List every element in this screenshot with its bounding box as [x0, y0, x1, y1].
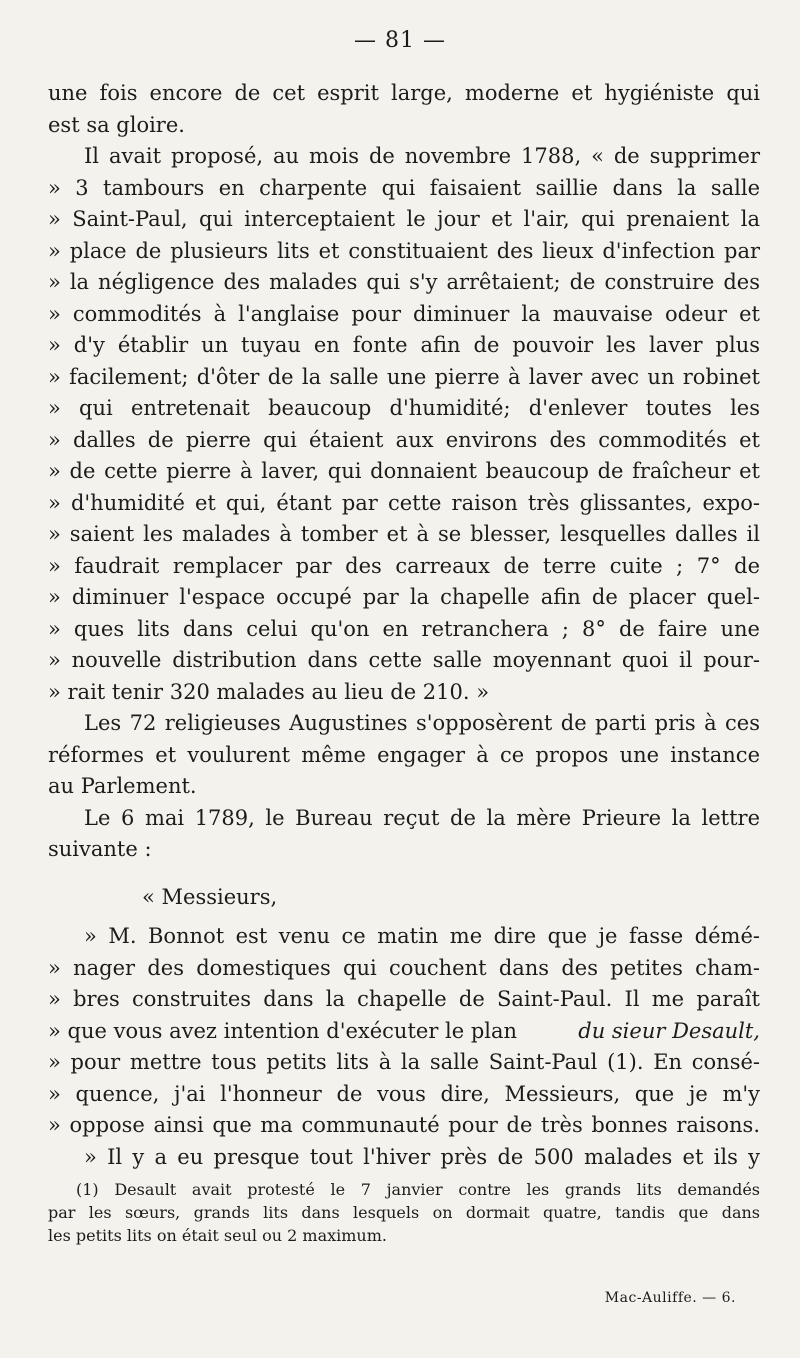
- text-line: » 3 tambours en charpente qui faisaient saillie dans la salle: [48, 175, 760, 200]
- text-line: une fois encore de cet esprit large, moderne et hygiéniste qui: [48, 81, 760, 105]
- footnote-line: (1) Desault avait protesté le 7 janvier contre les grands lits demandés: [76, 1180, 760, 1199]
- text-line: Le 6 mai 1789, le Bureau reçut de la mère Prieure la lettre: [84, 805, 760, 830]
- body-text: [48, 78, 760, 1173]
- text-line: » d'y établir un tuyau en fonte afin de pouvoir les laver plus: [48, 333, 760, 357]
- text-line: » d'humidité et qui, étant par cette raison très glissantes, expo-: [48, 490, 760, 515]
- text-line: » diminuer l'espace occupé par la chapelle afin de placer quel-: [48, 585, 760, 609]
- text-line: » la négligence des malades qui s'y arrêtaient; de construire des: [48, 270, 760, 294]
- text-line: » pour mettre tous petits lits à la salle Saint-Paul (1). En consé-: [48, 1050, 760, 1074]
- text-segment: » que vous avez intention d'exécuter le plan: [48, 1018, 518, 1043]
- text-line: » de cette pierre à laver, qui donnaient beaucoup de fraîcheur et: [48, 459, 760, 483]
- text-line: » qui entretenait beaucoup d'humidité; d'enlever toutes les: [48, 396, 760, 420]
- text-line: » quence, j'ai l'honneur de vous dire, Messieurs, que je m'y: [48, 1081, 760, 1106]
- text-line: [48, 1016, 760, 1048]
- text-line: » rait tenir 320 malades au lieu de 210. »: [48, 679, 490, 704]
- text-line: » Saint-Paul, qui interceptaient le jour et l'air, qui prenaient la: [48, 207, 760, 231]
- italic-segment: du sieur Desault,: [578, 1018, 760, 1043]
- text-line: » faudrait remplacer par des carreaux de terre cuite ; 7° de: [48, 553, 760, 578]
- text-line: » Il y a eu presque tout l'hiver près de 500 malades et ils y: [84, 1144, 760, 1169]
- text-line: » saient les malades à tomber et à se blesser, lesquelles dalles il: [48, 522, 760, 546]
- text-line: est sa gloire.: [48, 112, 185, 137]
- page-number: — 81 —: [354, 28, 446, 53]
- footnote-line: par les sœurs, grands lits dans lesquels on dormait quatre, tandis que dans: [48, 1203, 760, 1222]
- text-line: » place de plusieurs lits et constituaient des lieux d'infection par: [48, 238, 760, 263]
- text-line: » bres construites dans la chapelle de Saint-Paul. Il me paraît: [48, 987, 760, 1011]
- text-line: » nager des domestiques qui couchent dans des petites cham-: [48, 955, 760, 980]
- text-line: Il avait proposé, au mois de novembre 1788, « de supprimer: [84, 144, 760, 168]
- text-line: » nouvelle distribution dans cette salle moyennant quoi il pour-: [48, 648, 760, 672]
- text-line: au Parlement.: [48, 774, 197, 798]
- text-line: » facilement; d'ôter de la salle une pierre à laver avec un robinet: [48, 364, 760, 389]
- footnote: [48, 1178, 760, 1247]
- signature-mark: Mac-Auliffe. — 6.: [604, 1290, 736, 1306]
- text-line: » dalles de pierre qui étaient aux environs des commodités et: [48, 427, 760, 452]
- text-line: » commodités à l'anglaise pour diminuer la mauvaise odeur et: [48, 301, 760, 326]
- footnote-line: les petits lits on était seul ou 2 maximum.: [48, 1226, 387, 1245]
- text-line: réformes et voulurent même engager à ce propos une instance: [48, 742, 760, 767]
- text-line: suivante :: [48, 837, 152, 861]
- text-line: Les 72 religieuses Augustines s'opposèrent de parti pris à ces: [84, 711, 760, 735]
- text-line: » ques lits dans celui qu'on en retranchera ; 8° de faire une: [48, 616, 760, 641]
- text-line: » M. Bonnot est venu ce matin me dire que je fasse démé-: [84, 924, 760, 948]
- text-line: » oppose ainsi que ma communauté pour de très bonnes raisons.: [48, 1113, 760, 1137]
- letter-salutation: « Messieurs,: [142, 884, 278, 909]
